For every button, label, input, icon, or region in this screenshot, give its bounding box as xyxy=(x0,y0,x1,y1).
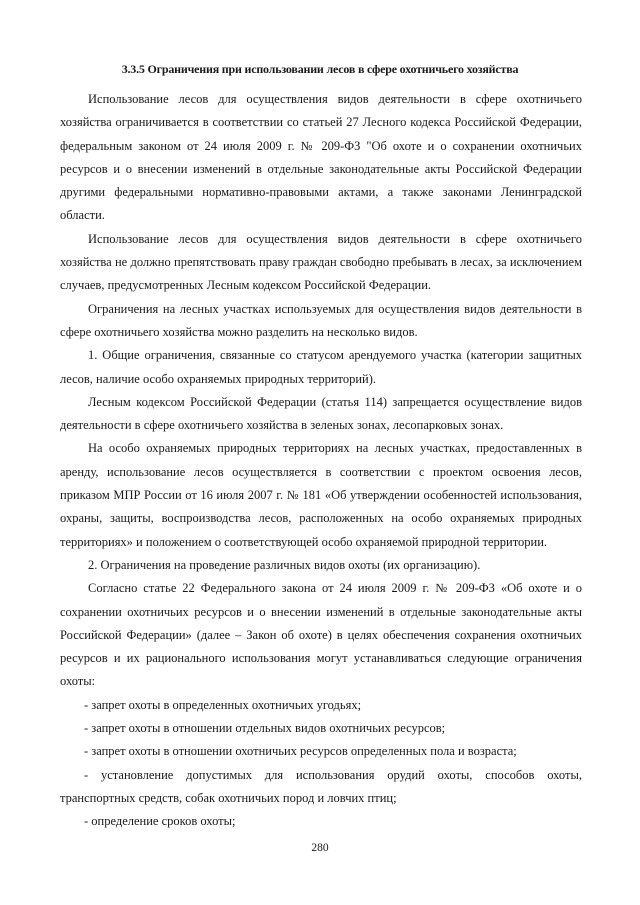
paragraph: Использование лесов для осуществления видов деятельности в сфере охотничьего хозяйства не должно препятствовать праву граждан свободно пребывать в лесах, за исключением случаев, предусмотренных Лесным кодексом Российской Федерации. xyxy=(60,231,582,293)
list-item: - запрет охоты в отношении охотничьих ресурсов определенных пола и возраста; xyxy=(84,744,517,759)
list-item: - запрет охоты в отношении отдельных видов охотничьих ресурсов; xyxy=(84,721,446,736)
section-heading: 3.3.5 Ограничения при использовании лесов в сфере охотничьего хозяйства xyxy=(121,62,519,76)
paragraph: 1. Общие ограничения, связанные со статусом арендуемого участка (категории защитных лесов, наличие особо охраняемых природных территорий). xyxy=(60,348,582,386)
body-text xyxy=(60,88,582,834)
paragraph: На особо охраняемых природных территориях на лесных участках, предоставленных в аренду, использование лесов осуществляется в соответствии с проектом освоения лесов, приказом МПР России от 16 июля 2007 г. № 181 «Об утверждении особенностей использования, охраны, защиты, воспроизводства лесов, расположенных на особо охраняемых природных территориях» и положением о соответствующей особо охраняемой природной территории. xyxy=(60,441,582,549)
page-number: 280 xyxy=(311,842,329,854)
paragraph: 2. Ограничения на проведение различных видов охоты (их организацию). xyxy=(88,557,481,572)
paragraph: Лесным кодексом Российской Федерации (статья 114) запрещается осуществление видов деятельности в сфере охотничьего хозяйства в зеленых зонах, лесопарковых зонах. xyxy=(60,394,582,433)
paragraph: Согласно статье 22 Федерального закона от 24 июля 2009 г. № 209-ФЗ «Об охоте и о сохранении охотничьих ресурсов и о внесении изменений в отдельные законодательные акты Российской Федерации» (далее – Закон об охоте) в целях обеспечения сохранения охотничьих ресурсов и их рационального использования могут устанавливаться следующие ограничения охоты: xyxy=(60,581,582,689)
paragraph: Ограничения на лесных участках используемых для осуществления видов деятельности в сфере охотничьего хозяйства можно разделить на несколько видов. xyxy=(60,301,582,339)
paragraph: Использование лесов для осуществления видов деятельности в сфере охотничьего хозяйства ограничивается в соответствии со статьей 27 Лесного кодекса Российской Федерации, федеральным законом от 24 июля 2009 г. № 209-ФЗ "Об охоте и о сохранении охотничьих ресурсов и о внесении изменений в отдельные законодательные акты Российской Федерации другими федеральными нормативно-правовыми актами, а также законами Ленинградской области. xyxy=(60,92,582,223)
list-item: - определение сроков охоты; xyxy=(84,814,236,829)
list-item: - установление допустимых для использования орудий охоты, способов охоты, транспортных средств, собак охотничьих пород и ловчих птиц; xyxy=(60,767,582,805)
list-item: - запрет охоты в определенных охотничьих угодьях; xyxy=(84,697,362,712)
